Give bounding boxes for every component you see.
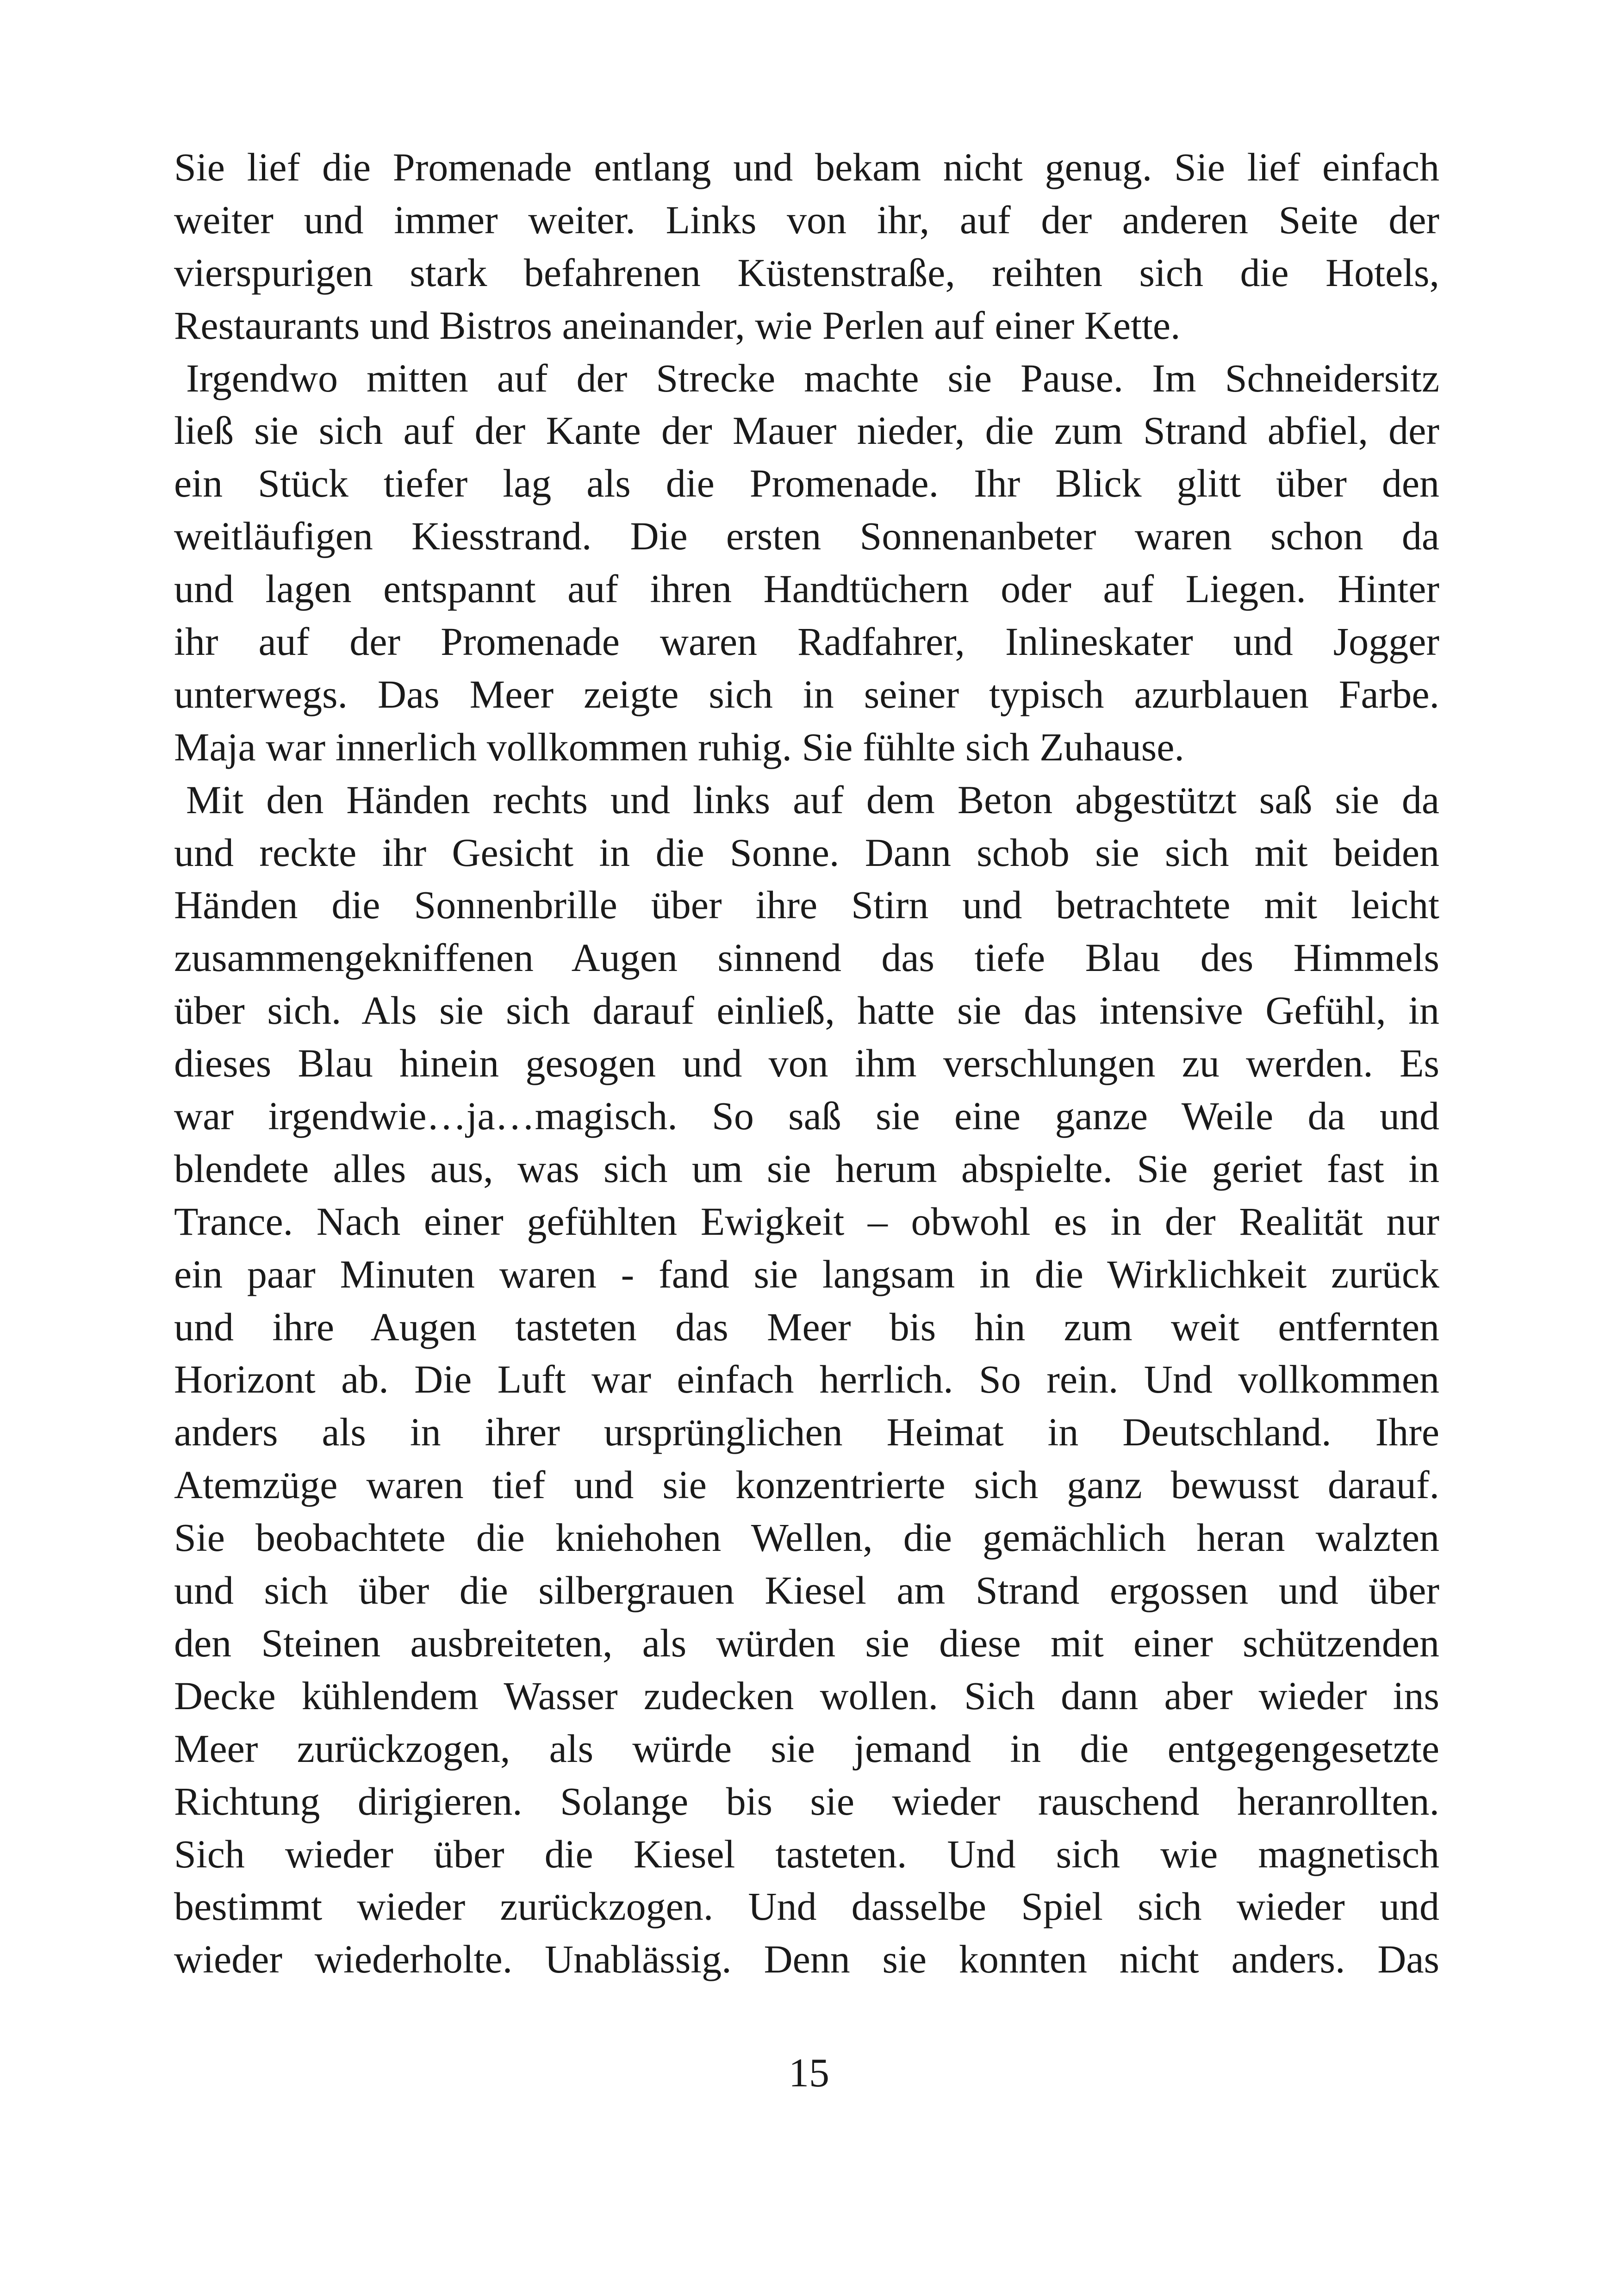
text-line: ein Stück tiefer lag als die Promenade. Ihr Blick glitt über den <box>174 461 1439 506</box>
text-line: blendete alles aus, was sich um sie herum abspielte. Sie geriet fast in <box>174 1146 1439 1191</box>
text-line: vierspurigen stark befahrenen Küstenstraße, reihten sich die Hotels, <box>174 250 1439 295</box>
text-line: ließ sie sich auf der Kante der Mauer nieder, die zum Strand abfiel, der <box>174 408 1439 453</box>
text-line: Decke kühlendem Wasser zudecken wollen. Sich dann aber wieder ins <box>174 1673 1439 1718</box>
text-line: Sie lief die Promenade entlang und bekam nicht genug. Sie lief einfach <box>174 145 1439 189</box>
text-line: Sie beobachtete die kniehohen Wellen, die gemächlich heran walzten <box>174 1515 1439 1560</box>
text-line: Atemzüge waren tief und sie konzentrierte sich ganz bewusst darauf. <box>174 1462 1439 1507</box>
paragraph <box>174 352 1439 774</box>
text-line: und reckte ihr Gesicht in die Sonne. Dann schob sie sich mit beiden <box>174 830 1439 875</box>
text-line: weiter und immer weiter. Links von ihr, auf der anderen Seite der <box>174 197 1439 242</box>
text-line: über sich. Als sie sich darauf einließ, hatte sie das intensive Gefühl, in <box>174 988 1439 1033</box>
text-line: Irgendwo mitten auf der Strecke machte sie Pause. Im Schneidersitz <box>186 355 1439 400</box>
text-line: Richtung dirigieren. Solange bis sie wieder rauschend heranrollten. <box>174 1779 1439 1823</box>
text-line: und ihre Augen tasteten das Meer bis hin zum weit entfernten <box>174 1304 1439 1349</box>
text-line: Händen die Sonnenbrille über ihre Stirn und betrachtete mit leicht <box>174 883 1439 927</box>
text-line: war irgendwie…ja…magisch. So saß sie eine ganze Weile da und <box>174 1094 1439 1139</box>
text-line: ihr auf der Promenade waren Radfahrer, Inlineskater und Jogger <box>174 619 1439 664</box>
text-line: und lagen entspannt auf ihren Handtüchern oder auf Liegen. Hinter <box>174 566 1439 611</box>
text-line: dieses Blau hinein gesogen und von ihm verschlungen zu werden. Es <box>174 1041 1439 1086</box>
text-line: Restaurants und Bistros aneinander, wie Perlen auf einer Kette. <box>174 303 1181 348</box>
text-line: und sich über die silbergrauen Kiesel am Strand ergossen und über <box>174 1568 1439 1613</box>
text-line: bestimmt wieder zurückzogen. Und dasselbe Spiel sich wieder und <box>174 1884 1439 1929</box>
text-line: Meer zurückzogen, als würde sie jemand in die entgegengesetzte <box>174 1726 1439 1771</box>
text-line: ein paar Minuten waren - fand sie langsam in die Wirklichkeit zurück <box>174 1251 1439 1296</box>
text-line: Maja war innerlich vollkommen ruhig. Sie fühlte sich Zuhause. <box>174 724 1184 769</box>
paragraph <box>174 774 1439 1986</box>
text-line: den Steinen ausbreiteten, als würden sie diese mit einer schützenden <box>174 1620 1439 1665</box>
text-line: wieder wiederholte. Unablässig. Denn sie konnten nicht anders. Das <box>174 1937 1439 1982</box>
text-line: Horizont ab. Die Luft war einfach herrlich. So rein. Und vollkommen <box>174 1357 1439 1402</box>
body-text <box>174 141 1439 1986</box>
page-number: 15 <box>789 2051 829 2096</box>
text-line: Trance. Nach einer gefühlten Ewigkeit – obwohl es in der Realität nur <box>174 1199 1439 1244</box>
text-line: Sich wieder über die Kiesel tasteten. Und sich wie magnetisch <box>174 1831 1439 1876</box>
text-line: Mit den Händen rechts und links auf dem Beton abgestützt saß sie da <box>186 777 1439 822</box>
text-line: anders als in ihrer ursprünglichen Heimat in Deutschland. Ihre <box>174 1410 1439 1455</box>
paragraph <box>174 141 1439 352</box>
text-line: weitläufigen Kiesstrand. Die ersten Sonnenanbeter waren schon da <box>174 514 1439 559</box>
text-line: unterwegs. Das Meer zeigte sich in seiner typisch azurblauen Farbe. <box>174 672 1439 716</box>
text-line: zusammengekniffenen Augen sinnend das tiefe Blau des Himmels <box>174 935 1439 980</box>
